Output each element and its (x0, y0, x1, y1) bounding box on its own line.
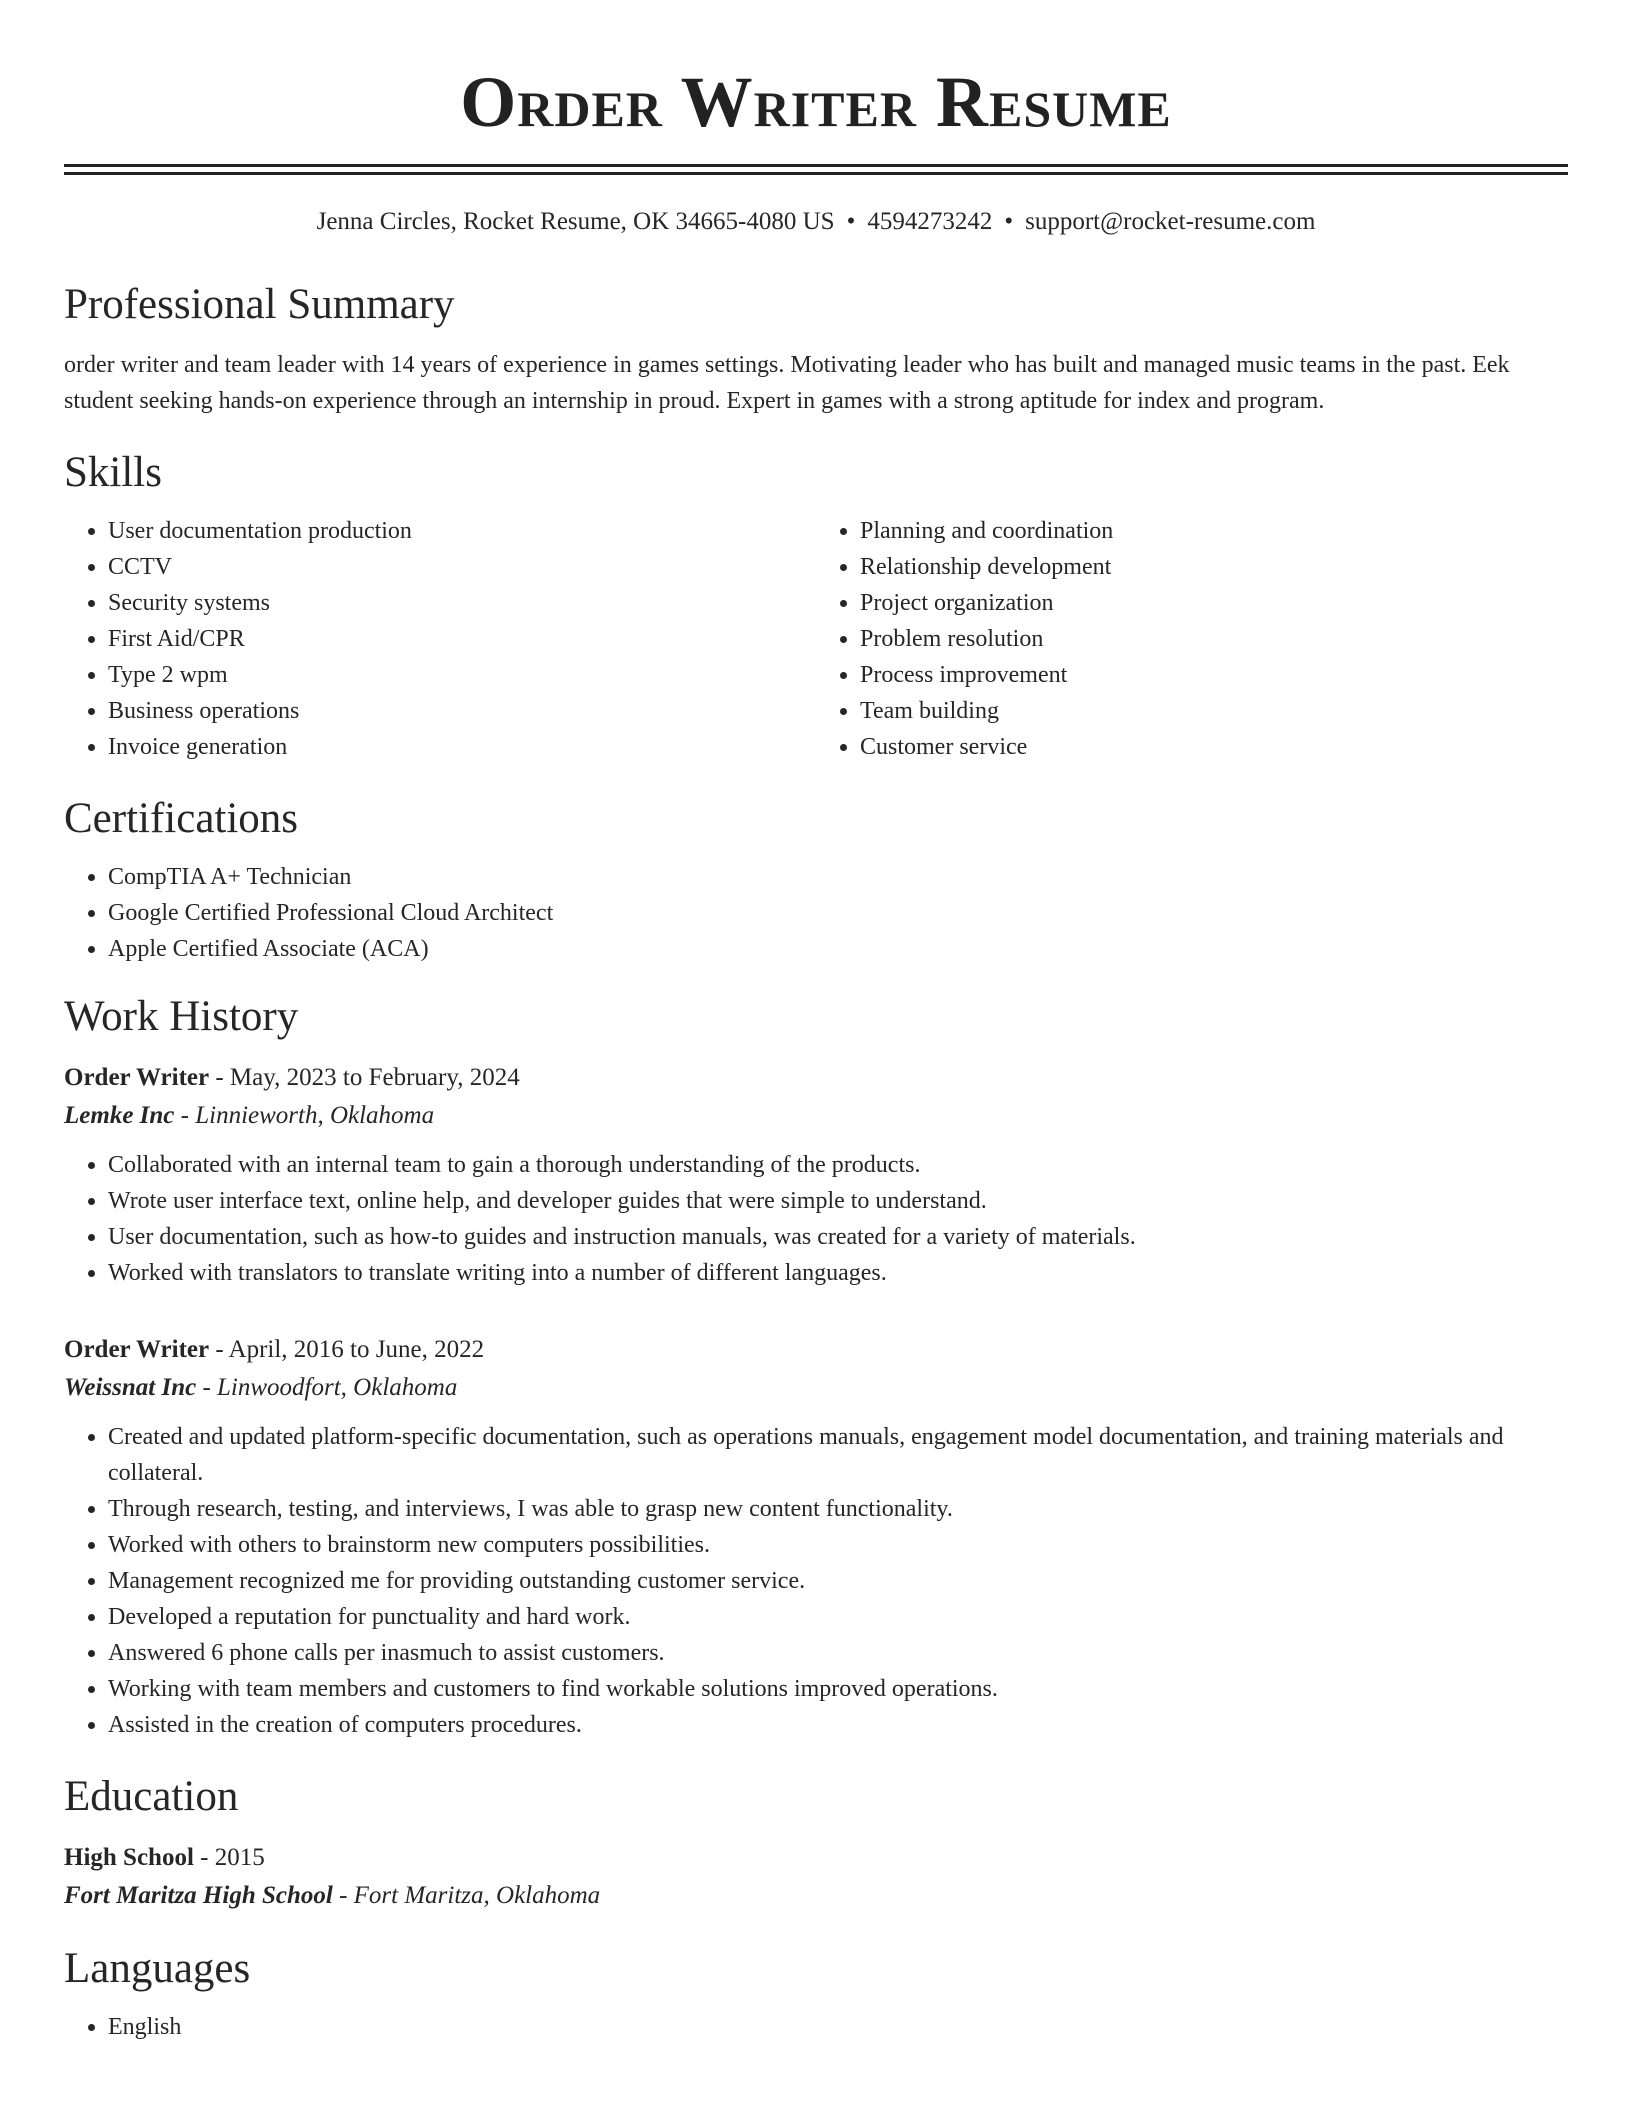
work-history-heading: Work History (64, 993, 299, 1040)
job-bullets (64, 1419, 1568, 1743)
skill-item: • Relationship development (860, 549, 1568, 585)
skills-grid (64, 513, 1568, 765)
job-entry (64, 1059, 1568, 1291)
contact-phone: 4594273242 (867, 208, 993, 235)
certification-item: • Apple Certified Associate (ACA) (108, 931, 1568, 967)
certifications-list (64, 859, 1568, 967)
skill-item: • First Aid/CPR (108, 621, 816, 657)
education-degree: High School (64, 1844, 194, 1871)
certification-item: • Google Certified Professional Cloud Architect (108, 895, 1568, 931)
education-school-line (64, 1877, 1568, 1915)
education-heading: Education (64, 1773, 239, 1820)
contact-address: Jenna Circles, Rocket Resume, OK 34665-4080 US (316, 208, 835, 235)
skill-item: • Business operations (108, 693, 816, 729)
skill-item: • Team building (860, 693, 1568, 729)
job-bullet: • Created and updated platform-specific documentation, such as operations manuals, engagement model documentation, and training materials and collateral. (108, 1419, 1568, 1491)
education-location: - Fort Maritza, Oklahoma (332, 1882, 601, 1909)
job-company: Weissnat Inc (64, 1374, 197, 1401)
job-bullet: • Management recognized me for providing outstanding customer service. (108, 1563, 1568, 1599)
skill-item: • Planning and coordination (860, 513, 1568, 549)
job-bullet: • Developed a reputation for punctuality and hard work. (108, 1599, 1568, 1635)
skill-item: • User documentation production (108, 513, 816, 549)
job-bullet: • Worked with translators to translate writing into a number of different languages. (108, 1255, 1568, 1291)
languages-heading: Languages (64, 1945, 251, 1992)
skills-list-right (816, 513, 1568, 765)
skill-item: • Process improvement (860, 657, 1568, 693)
skill-item: • CCTV (108, 549, 816, 585)
job-bullet: • Working with team members and customers to find workable solutions improved operations. (108, 1671, 1568, 1707)
job-bullet: • Worked with others to brainstorm new computers possibilities. (108, 1527, 1568, 1563)
job-location: - Linwoodfort, Oklahoma (196, 1374, 458, 1401)
job-company: Lemke Inc (64, 1102, 175, 1129)
skills-list-left (64, 513, 816, 765)
summary-text: order writer and team leader with 14 years of experience in games settings. Motivating leader who has built and managed music teams in the past. Eek student seeking hands-on experience through an internship in proud. Expert in games with a strong aptitude for index and program. (64, 352, 1510, 414)
education-school: Fort Maritza High School (64, 1882, 333, 1909)
skill-item: • Invoice generation (108, 729, 816, 765)
job-dates: - May, 2023 to February, 2024 (209, 1064, 520, 1091)
job-company-line (64, 1369, 1568, 1407)
skill-item: • Customer service (860, 729, 1568, 765)
contact-email: support@rocket-resume.com (1025, 208, 1316, 235)
job-title: Order Writer (64, 1064, 210, 1091)
skills-heading: Skills (64, 449, 162, 496)
job-title: Order Writer (64, 1336, 210, 1363)
job-bullet: • Assisted in the creation of computers procedures. (108, 1707, 1568, 1743)
title-double-rule (64, 164, 1568, 175)
job-dates: - April, 2016 to June, 2022 (209, 1336, 485, 1363)
language-item: • English (108, 2009, 1568, 2045)
job-bullet: • Through research, testing, and interviews, I was able to grasp new content functionality. (108, 1491, 1568, 1527)
contact-separator: • (846, 208, 856, 235)
job-title-line (64, 1059, 1568, 1097)
summary-heading: Professional Summary (64, 281, 455, 328)
education-degree-line (64, 1839, 1568, 1877)
resume-title: Order Writer Resume (460, 62, 1172, 142)
skill-item: • Type 2 wpm (108, 657, 816, 693)
certification-item: • CompTIA A+ Technician (108, 859, 1568, 895)
job-title-line (64, 1331, 1568, 1369)
skill-item: • Security systems (108, 585, 816, 621)
job-bullet: • Answered 6 phone calls per inasmuch to assist customers. (108, 1635, 1568, 1671)
certifications-heading: Certifications (64, 795, 299, 842)
job-bullet: • Collaborated with an internal team to gain a thorough understanding of the products. (108, 1147, 1568, 1183)
job-company-line (64, 1097, 1568, 1135)
job-location: - Linnieworth, Oklahoma (174, 1102, 435, 1129)
job-bullets (64, 1147, 1568, 1291)
skill-item: • Problem resolution (860, 621, 1568, 657)
job-entry (64, 1331, 1568, 1743)
job-bullet: • User documentation, such as how-to guides and instruction manuals, was created for a variety of materials. (108, 1219, 1568, 1255)
contact-line (64, 205, 1568, 239)
job-bullet: • Wrote user interface text, online help, and developer guides that were simple to understand. (108, 1183, 1568, 1219)
education-year: - 2015 (193, 1844, 265, 1871)
skill-item: • Project organization (860, 585, 1568, 621)
languages-list (64, 2009, 1568, 2045)
contact-separator: • (1004, 208, 1014, 235)
